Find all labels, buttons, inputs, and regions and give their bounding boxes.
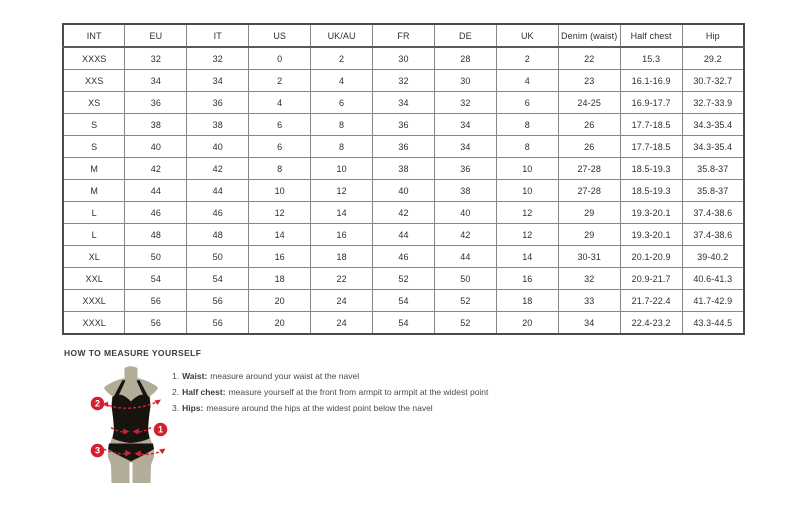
size-cell: 4 (249, 92, 311, 114)
size-cell: 24 (311, 290, 373, 312)
size-cell: 26 (558, 114, 620, 136)
column-header: UK (496, 24, 558, 47)
table-row (63, 92, 744, 114)
size-cell: 2 (311, 47, 373, 70)
size-cell: 6 (249, 136, 311, 158)
size-cell: 46 (125, 202, 187, 224)
size-cell: 24-25 (558, 92, 620, 114)
size-cell: 4 (311, 70, 373, 92)
size-cell: 20.1-20.9 (620, 246, 682, 268)
size-cell: 4 (496, 70, 558, 92)
size-cell: 16.9-17.7 (620, 92, 682, 114)
size-cell: 8 (311, 136, 373, 158)
table-row (63, 70, 744, 92)
size-cell: 42 (373, 202, 435, 224)
column-header: UK/AU (311, 24, 373, 47)
size-cell: 20.9-21.7 (620, 268, 682, 290)
size-cell: 34 (434, 114, 496, 136)
size-cell: 12 (249, 202, 311, 224)
size-chart-section (62, 23, 745, 335)
size-cell: 29 (558, 224, 620, 246)
size-cell: 22.4-23.2 (620, 312, 682, 335)
size-cell: 16 (249, 246, 311, 268)
size-cell: 36 (125, 92, 187, 114)
step-text: measure around the hips at the widest point below the navel (206, 403, 433, 413)
size-cell: 37.4-38.6 (682, 202, 744, 224)
column-header: FR (373, 24, 435, 47)
size-cell: 36 (373, 136, 435, 158)
size-cell: S (63, 114, 125, 136)
column-header: Half chest (620, 24, 682, 47)
step-term: Hips: (182, 403, 204, 413)
chest-badge-number: 2 (94, 398, 101, 409)
size-cell: M (63, 158, 125, 180)
hips-badge (91, 444, 105, 458)
step-text: measure yourself at the front from armpit to armpit at the widest point (228, 387, 489, 397)
size-cell: 22 (311, 268, 373, 290)
size-cell: 6 (249, 114, 311, 136)
measure-step-half-chest (172, 388, 488, 397)
size-cell: 21.7-22.4 (620, 290, 682, 312)
size-cell: 44 (125, 180, 187, 202)
measure-step-hips (172, 404, 488, 413)
size-cell: 36 (373, 114, 435, 136)
size-cell: 35.8-37 (682, 180, 744, 202)
size-cell: L (63, 202, 125, 224)
size-cell: L (63, 224, 125, 246)
size-cell: 10 (496, 158, 558, 180)
mannequin-illustration-icon (88, 364, 172, 486)
waist-badge-number: 1 (157, 424, 164, 435)
size-cell: 52 (434, 290, 496, 312)
size-cell: 27-28 (558, 180, 620, 202)
size-cell: 6 (311, 92, 373, 114)
size-cell: 17.7-18.5 (620, 136, 682, 158)
size-cell: 52 (434, 312, 496, 335)
size-cell: 48 (125, 224, 187, 246)
size-cell: 16.1-16.9 (620, 70, 682, 92)
table-row (63, 246, 744, 268)
size-chart-header (63, 24, 744, 47)
size-cell: 54 (373, 290, 435, 312)
size-cell: 34 (373, 92, 435, 114)
size-cell: 18 (311, 246, 373, 268)
column-header: Denim (waist) (558, 24, 620, 47)
size-cell: 38 (125, 114, 187, 136)
size-cell: 56 (125, 312, 187, 335)
size-cell: 34 (125, 70, 187, 92)
size-cell: XXS (63, 70, 125, 92)
size-cell: 46 (373, 246, 435, 268)
step-term: Half chest: (182, 387, 226, 397)
size-cell: 10 (249, 180, 311, 202)
size-cell: 32 (558, 268, 620, 290)
size-cell: 52 (373, 268, 435, 290)
size-cell: 40 (125, 136, 187, 158)
size-cell: 14 (249, 224, 311, 246)
size-cell: 28 (434, 47, 496, 70)
size-cell: 14 (496, 246, 558, 268)
size-chart-table (62, 23, 745, 335)
size-cell: 2 (496, 47, 558, 70)
size-cell: 12 (496, 202, 558, 224)
chest-arrow-right (155, 400, 162, 406)
size-cell: 19.3-20.1 (620, 202, 682, 224)
size-cell: 10 (496, 180, 558, 202)
size-cell: 20 (249, 290, 311, 312)
size-cell: 24 (311, 312, 373, 335)
size-cell: 30.7-32.7 (682, 70, 744, 92)
size-cell: 30-31 (558, 246, 620, 268)
size-cell: XXL (63, 268, 125, 290)
size-cell: 10 (311, 158, 373, 180)
size-cell: 29 (558, 202, 620, 224)
table-row (63, 224, 744, 246)
size-cell: XS (63, 92, 125, 114)
size-cell: 44 (434, 246, 496, 268)
size-cell: 56 (187, 312, 249, 335)
size-cell: 32 (434, 92, 496, 114)
size-cell: 41.7-42.9 (682, 290, 744, 312)
size-cell: 39-40.2 (682, 246, 744, 268)
size-cell: 6 (496, 92, 558, 114)
size-cell: 19.3-20.1 (620, 224, 682, 246)
size-cell: 2 (249, 70, 311, 92)
table-row (63, 312, 744, 335)
size-cell: 32 (373, 70, 435, 92)
size-cell: 36 (434, 158, 496, 180)
size-cell: 50 (434, 268, 496, 290)
swimsuit-top (112, 395, 151, 443)
size-cell: 34 (434, 136, 496, 158)
size-cell: 50 (187, 246, 249, 268)
step-text: measure around your waist at the navel (210, 371, 360, 381)
size-cell: 38 (434, 180, 496, 202)
size-cell: 8 (496, 136, 558, 158)
size-cell: XXXL (63, 290, 125, 312)
hips-arrow-right-end (159, 449, 166, 455)
table-row (63, 180, 744, 202)
size-cell: 40 (373, 180, 435, 202)
size-cell: 32.7-33.9 (682, 92, 744, 114)
measure-heading: HOW TO MEASURE YOURSELF (64, 348, 202, 358)
size-cell: 16 (311, 224, 373, 246)
size-cell: 34.3-35.4 (682, 114, 744, 136)
chest-badge (91, 397, 105, 411)
size-cell: 30 (434, 70, 496, 92)
table-row (63, 202, 744, 224)
size-chart-body (63, 47, 744, 334)
column-header: Hip (682, 24, 744, 47)
size-cell: 14 (311, 202, 373, 224)
size-cell: 32 (187, 47, 249, 70)
size-cell: 8 (311, 114, 373, 136)
column-header: EU (125, 24, 187, 47)
size-cell: 40 (434, 202, 496, 224)
size-cell: 15.3 (620, 47, 682, 70)
column-header: INT (63, 24, 125, 47)
size-cell: 33 (558, 290, 620, 312)
step-number: 1. (172, 371, 180, 381)
size-cell: 42 (187, 158, 249, 180)
measure-figure (88, 364, 172, 486)
table-row (63, 290, 744, 312)
step-number: 2. (172, 387, 180, 397)
size-cell: 8 (249, 158, 311, 180)
size-cell: XXXS (63, 47, 125, 70)
size-cell: S (63, 136, 125, 158)
size-cell: 12 (311, 180, 373, 202)
size-cell: 35.8-37 (682, 158, 744, 180)
size-cell: 20 (496, 312, 558, 335)
size-cell: 38 (187, 114, 249, 136)
size-cell: 56 (187, 290, 249, 312)
size-cell: XL (63, 246, 125, 268)
size-cell: 17.7-18.5 (620, 114, 682, 136)
size-cell: 8 (496, 114, 558, 136)
size-cell: 32 (125, 47, 187, 70)
size-cell: 40 (187, 136, 249, 158)
column-header: DE (434, 24, 496, 47)
size-cell: 18 (496, 290, 558, 312)
size-cell: 44 (187, 180, 249, 202)
size-cell: 54 (125, 268, 187, 290)
step-number: 3. (172, 403, 180, 413)
size-cell: 44 (373, 224, 435, 246)
size-cell: 27-28 (558, 158, 620, 180)
step-term: Waist: (182, 371, 208, 381)
table-row (63, 158, 744, 180)
size-cell: 23 (558, 70, 620, 92)
measure-steps (172, 372, 488, 420)
size-cell: 37.4-38.6 (682, 224, 744, 246)
size-cell: 34.3-35.4 (682, 136, 744, 158)
measure-step-waist (172, 372, 488, 381)
table-row (63, 268, 744, 290)
size-cell: 43.3-44.5 (682, 312, 744, 335)
size-cell: 42 (434, 224, 496, 246)
size-cell: 50 (125, 246, 187, 268)
size-cell: 40.6-41.3 (682, 268, 744, 290)
size-cell: 48 (187, 224, 249, 246)
header-row (63, 24, 744, 47)
size-cell: M (63, 180, 125, 202)
size-cell: 46 (187, 202, 249, 224)
size-cell: 34 (187, 70, 249, 92)
size-cell: 54 (187, 268, 249, 290)
table-row (63, 47, 744, 70)
size-cell: 12 (496, 224, 558, 246)
size-cell: 29.2 (682, 47, 744, 70)
size-cell: 38 (373, 158, 435, 180)
column-header: IT (187, 24, 249, 47)
size-cell: 22 (558, 47, 620, 70)
size-cell: 18 (249, 268, 311, 290)
size-cell: 18.5-19.3 (620, 158, 682, 180)
size-cell: 30 (373, 47, 435, 70)
size-cell: 0 (249, 47, 311, 70)
size-cell: 20 (249, 312, 311, 335)
size-cell: 56 (125, 290, 187, 312)
table-row (63, 136, 744, 158)
size-cell: XXXL (63, 312, 125, 335)
size-cell: 42 (125, 158, 187, 180)
size-cell: 26 (558, 136, 620, 158)
size-cell: 54 (373, 312, 435, 335)
size-cell: 36 (187, 92, 249, 114)
hips-badge-number: 3 (94, 445, 101, 456)
size-cell: 18.5-19.3 (620, 180, 682, 202)
column-header: US (249, 24, 311, 47)
size-cell: 16 (496, 268, 558, 290)
table-row (63, 114, 744, 136)
size-cell: 34 (558, 312, 620, 335)
waist-badge (154, 423, 168, 437)
